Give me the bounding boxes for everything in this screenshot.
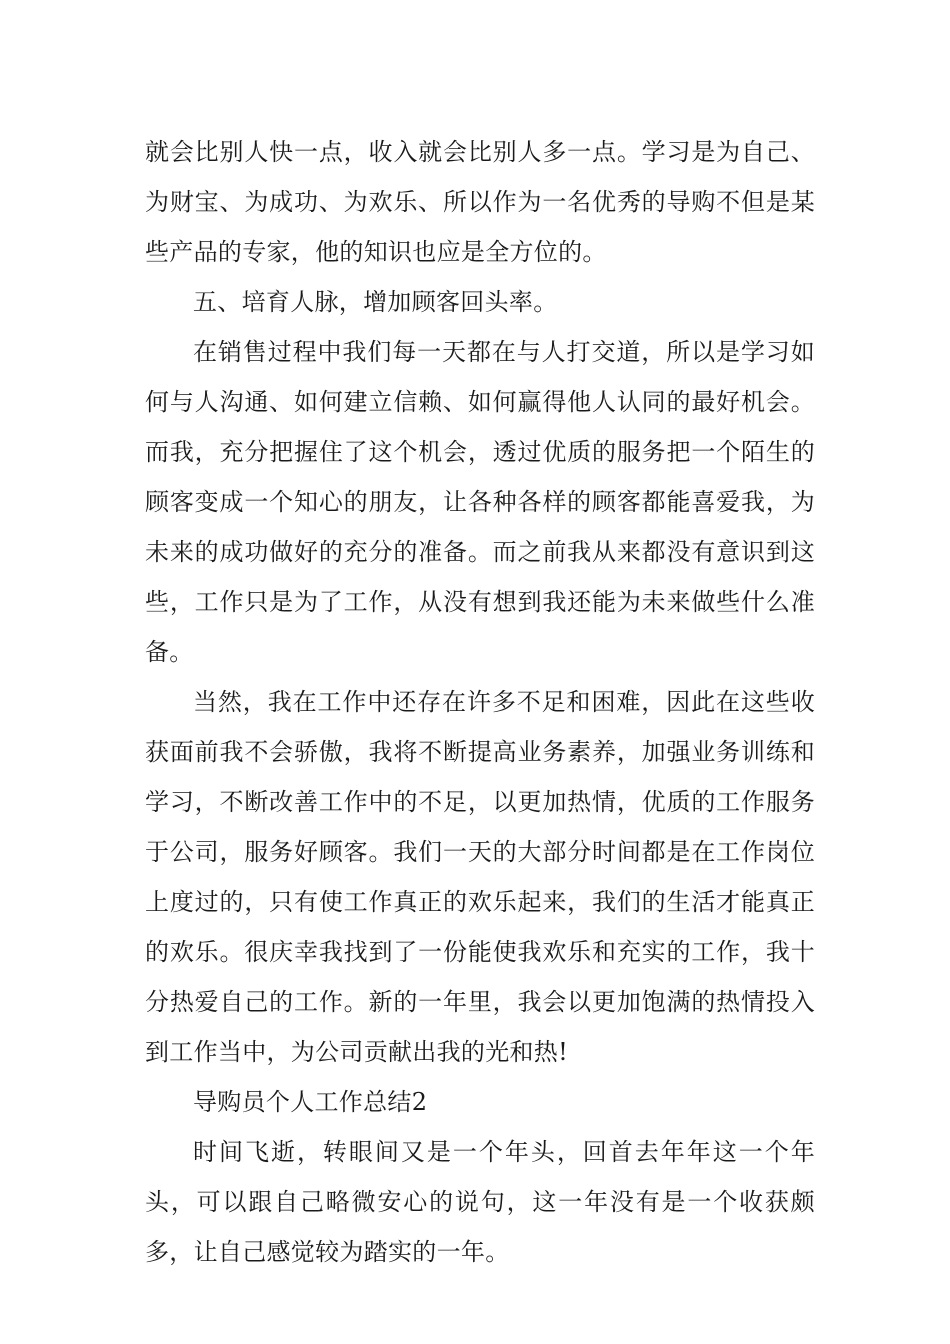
- section-heading-five: 五、培育人脉，增加顾客回头率。: [193, 288, 558, 316]
- paragraph-networking: 在销售过程中我们每一天都在与人打交道，所以是学习如何与人沟通、如何建立信赖、如何赢得他人认同的最好机会。而我，充分把握住了这个机会，透过优质的服务把一个陌生的顾客变成一个知心的朋友，让各种各样的顾客都能喜爱我，为未来的成功做好的充分的准备。而之前我从来都没有意识到这些，工作只是为了工作，从没有想到我还能为未来做些什么准备。: [145, 338, 815, 666]
- document-body: [145, 127, 815, 1277]
- document-subtitle: 导购员个人工作总结2: [193, 1088, 428, 1116]
- paragraph-reflection: 时间飞逝，转眼间又是一个年头，回首去年年这一个年头，可以跟自己略微安心的说句，这一年没有是一个收获颇多，让自己感觉较为踏实的一年。: [145, 1138, 815, 1266]
- paragraph-improvement: 当然，我在工作中还存在许多不足和困难，因此在这些收获面前我不会骄傲，我将不断提高业务素养，加强业务训练和学习，不断改善工作中的不足，以更加热情，优质的工作服务于公司，服务好顾客。我们一天的大部分时间都是在工作岗位上度过的，只有使工作真正的欢乐起来，我们的生活才能真正的欢乐。很庆幸我找到了一份能使我欢乐和充实的工作，我十分热爱自己的工作。新的一年里，我会以更加饱满的热情投入到工作当中，为公司贡献出我的光和热!: [145, 688, 815, 1066]
- paragraph-continuation: 就会比别人快一点，收入就会比别人多一点。学习是为自己、为财宝、为成功、为欢乐、所以作为一名优秀的导购不但是某些产品的专家，他的知识也应是全方位的。: [145, 138, 815, 266]
